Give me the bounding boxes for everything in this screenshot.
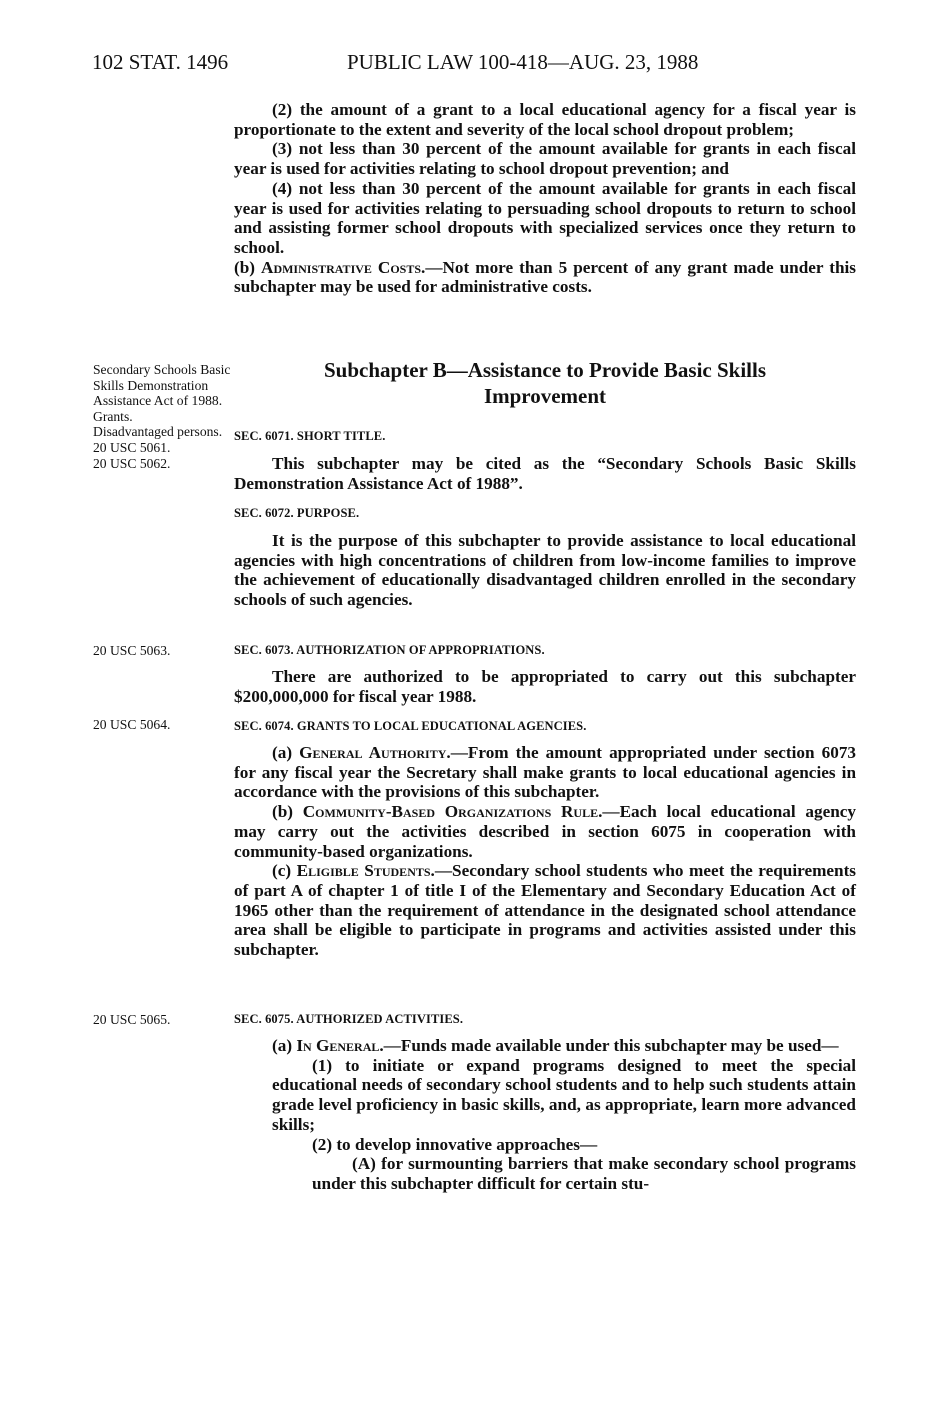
section-6071-heading: SEC. 6071. SHORT TITLE. (234, 429, 386, 443)
subsection-label: (b) (272, 802, 303, 822)
subsection-label: (a) (272, 743, 300, 762)
sidenote-act-title: Secondary Schools Basic Skills Demonstration Assistance Act of 1988. (93, 362, 231, 409)
subsection-text: —Funds made available under this subchapter may be used— (383, 1036, 839, 1055)
section-6072-heading: SEC. 6072. PURPOSE. (234, 506, 360, 520)
sidenote-usc-5063: 20 USC 5063. (93, 643, 171, 658)
statute-page-number: 102 STAT. 1496 (92, 50, 229, 74)
sidenote-group-6071 (93, 362, 233, 471)
subsection-c-eligible-students (234, 861, 856, 960)
subchapter-title-line-1: Subchapter B—Assistance to Provide Basic Skills (323, 358, 767, 382)
subsection-heading: Administrative Costs. (261, 257, 426, 277)
sidenote-usc-5062: 20 USC 5062. (93, 455, 171, 471)
section-6073-body (234, 667, 856, 706)
paragraph-2: (2) to develop innovative approaches— (312, 1134, 598, 1154)
public-law-title: PUBLIC LAW 100-418—AUG. 23, 1988 (347, 50, 699, 74)
section-6074-heading: SEC. 6074. GRANTS TO LOCAL EDUCATIONAL AGENCIES. (234, 719, 587, 733)
subsection-text: —Secondary school students who meet the requirements of part A of chapter 1 of title I of the Elementary and Secondary Education Act of 1965 other than the requirement of attendance in the designated school attendance area shall be eligible to participate in programs and activities assisted under this subchapter. (234, 861, 856, 960)
section-6073-heading: SEC. 6073. AUTHORIZATION OF APPROPRIATIONS. (234, 643, 545, 657)
paragraph-1: (1) to initiate or expand programs designed to meet the special educational needs of secondary school students and to help such students attain grade level proficiency in basic skills, and, as appropriate, learn more advanced skills; (272, 1055, 856, 1134)
top-continuation-block (234, 100, 856, 297)
section-6075-body (234, 1036, 856, 1194)
subsection-heading: In General. (296, 1036, 384, 1055)
subsection-a-in-general (234, 1036, 856, 1056)
subchapter-title (234, 357, 856, 409)
subsection-heading: General Authority. (299, 743, 451, 762)
subsection-heading: Community-Based Organizations Rule. (302, 802, 603, 822)
section-6073-text: There are authorized to be appropriated to carry out this subchapter $200,000,000 for fiscal year 1988. (234, 667, 856, 706)
subsection-heading: Eligible Students. (296, 861, 435, 881)
section-6071-text: This subchapter may be cited as the “Secondary Schools Basic Skills Demonstration Assistance Act of 1988”. (234, 454, 856, 493)
section-6074-body (234, 743, 856, 960)
subparagraph-A: (A) for surmounting barriers that make secondary school programs under this subchapter difficult for certain stu- (312, 1154, 856, 1193)
subsection-a-general-authority (234, 743, 856, 802)
section-6072-body (234, 531, 856, 610)
subsection-b-administrative-costs (234, 258, 856, 297)
sidenote-usc-5065: 20 USC 5065. (93, 1012, 171, 1027)
subchapter-title-line-2: Improvement (483, 384, 607, 408)
subsection-text: —From the amount appropriated under section 6073 for any fiscal year the Secretary shall make grants to local educational agencies in accordance with the provisions of this subchapter. (234, 743, 857, 802)
subsection-b-community-based (234, 802, 856, 861)
paragraph-3: (3) not less than 30 percent of the amount available for grants in each fiscal year is used for activities relating to school dropout prevention; and (234, 139, 856, 179)
paragraph-4: (4) not less than 30 percent of the amount available for grants in each fiscal year is used for activities relating to persuading school dropouts to return to school and assisting former school dropouts with specialized services once they return to school. (234, 178, 856, 257)
sidenote-disadvantaged: Disadvantaged persons. (93, 424, 223, 440)
section-6071-body (234, 454, 856, 493)
subsection-label: (c) (272, 861, 297, 881)
subsection-label: (a) (272, 1036, 297, 1055)
subsection-label: (b) (234, 257, 262, 277)
sidenote-usc-5061: 20 USC 5061. (93, 439, 171, 455)
sidenote-usc-5064: 20 USC 5064. (93, 717, 171, 732)
section-6075-heading: SEC. 6075. AUTHORIZED ACTIVITIES. (234, 1012, 464, 1026)
sidenote-grants: Grants. (93, 408, 133, 424)
subsection-text: —Each local educational agency may carry out the activities described in section 6075 in cooperation with community-based organizations. (234, 802, 856, 861)
paragraph-2: (2) the amount of a grant to a local educational agency for a fiscal year is proportionate to the extent and severity of the local school dropout problem; (234, 100, 856, 139)
page-header (92, 50, 852, 80)
subsection-text: —Not more than 5 percent of any grant made under this subchapter may be used for administrative costs. (234, 257, 856, 297)
section-6072-text: It is the purpose of this subchapter to provide assistance to local educational agencies with high concentrations of children from low-income families to improve the achievement of educationally disadvantaged children enrolled in the secondary schools of such agencies. (234, 531, 856, 610)
